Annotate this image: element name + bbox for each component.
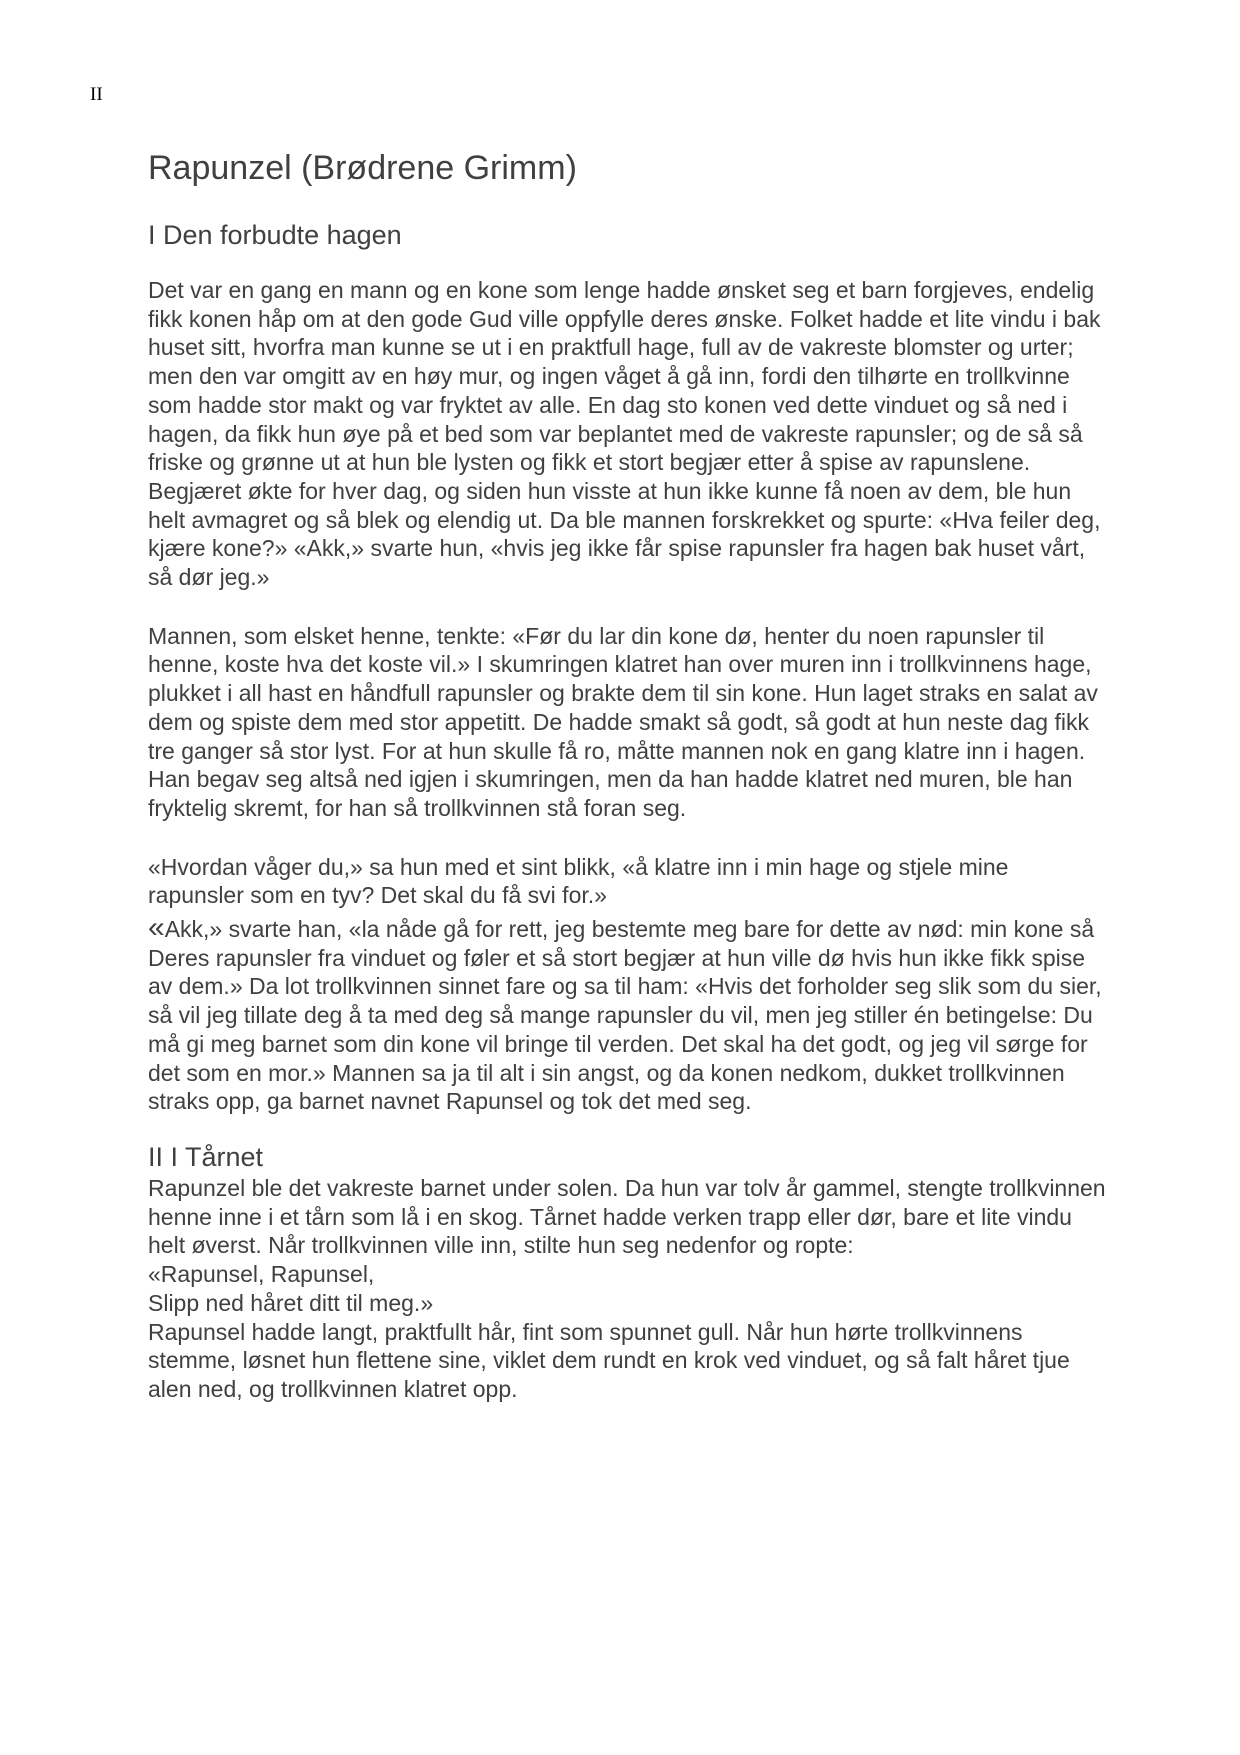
paragraph [148, 911, 1108, 1116]
section-heading-part2: II I Tårnet [148, 1141, 264, 1172]
page-number: II [90, 84, 103, 105]
paragraph: Det var en gang en mann og en kone som lenge hadde ønsket seg et barn forgjeves, endelig fikk konen håp om at den gode Gud ville oppfylle deres ønske. Folket hadde et lite vindu i bak huset sitt, hvorfra man kunne se ut i en praktfull hage, full av de vakreste blomster og urter; men den var omgitt av en høy mur, og ingen våget å gå inn, fordi den tilhørte en trollkvinne som hadde stor makt og var fryktet av alle. En dag sto konen ved dette vinduet og så ned i hagen, da fikk hun øye på et bed som var beplantet med de vakreste rapunsler; og de så så friske og grønne ut at hun ble lysten og fikk et stort begjær etter å spise av rapunslene. Begjæret økte for hver dag, og siden hun visste at hun ikke kunne få noen av dem, ble hun helt avmagret og så blek og elendig ut. Da ble mannen forskrekket og spurte: «Hva feiler deg, kjære kone?» «Akk,» svarte hun, «hvis jeg ikke får spise rapunsler fra hagen bak huset vårt, så dør jeg.» [148, 277, 1101, 591]
section-heading-part1: I Den forbudte hagen [148, 220, 402, 250]
page-title: Rapunzel (Brødrene Grimm) [148, 149, 577, 187]
paragraph-text: Akk,» svarte han, «la nåde gå for rett, jeg bestemte meg bare for dette av nød: min kone så Deres rapunsler fra vinduet og føler et så stort begjær at hun ville dø hvis hun ikke fikk spise av dem.» Da lot trollkvinnen sinnet fare og sa til ham: «Hvis det forholder seg slik som du sier, så vil jeg tillate deg å ta med deg så mange rapunsler du vil, men jeg stiller én betingelse: Du må gi meg barnet som din kone vil bringe til verden. Det skal ha det godt, og jeg vil sørge for det som en mor.» Mannen sa ja til alt i sin angst, og da konen nedkom, dukket trollkvinnen straks opp, ga barnet navnet Rapunsel og tok det med seg. [148, 916, 1102, 1115]
paragraph: «Hvordan våger du,» sa hun med et sint blikk, «å klatre inn i min hage og stjele mine rapunsler som en tyv? Det skal du få svi for.» [148, 853, 1009, 909]
paragraph: Mannen, som elsket henne, tenkte: «Før du lar din kone dø, henter du noen rapunsler til henne, koste hva det koste vil.» I skumringen klatret han over muren inn i trollkvinnens hage, plukket i all hast en håndfull rapunsler og brakte dem til sin kone. Hun laget straks en salat av dem og spiste dem med stor appetitt. De hadde smakt så godt, så godt at hun neste dag fikk tre ganger så stor lyst. For at hun skulle få ro, måtte mannen nok en gang klatre inn i hagen. Han begav seg altså ned igjen i skumringen, men da han hadde klatret ned muren, ble han fryktelig skremt, for han så trollkvinnen stå foran seg. [148, 622, 1098, 821]
paragraph: Rapunzel ble det vakreste barnet under solen. Da hun var tolv år gammel, stengte trollkvinnen henne inne i et tårn som lå i en skog. Tårnet hadde verken trapp eller dør, bare et lite vindu helt øverst. Når trollkvinnen ville inn, stilte hun seg nedenfor og ropte: [148, 1174, 1106, 1259]
paragraph: Rapunsel hadde langt, praktfullt hår, fint som spunnet gull. Når hun hørte trollkvinnens stemme, løsnet hun flettene sine, viklet dem rundt en krok ved vinduet, og så falt håret tjue alen ned, og trollkvinnen klatret opp. [148, 1318, 1070, 1402]
opening-quote-mark: « [148, 911, 165, 945]
verse-line: «Rapunsel, Rapunsel, [148, 1261, 375, 1288]
verse-line: Slipp ned håret ditt til meg.» [148, 1289, 434, 1316]
document-body [148, 142, 1108, 1404]
